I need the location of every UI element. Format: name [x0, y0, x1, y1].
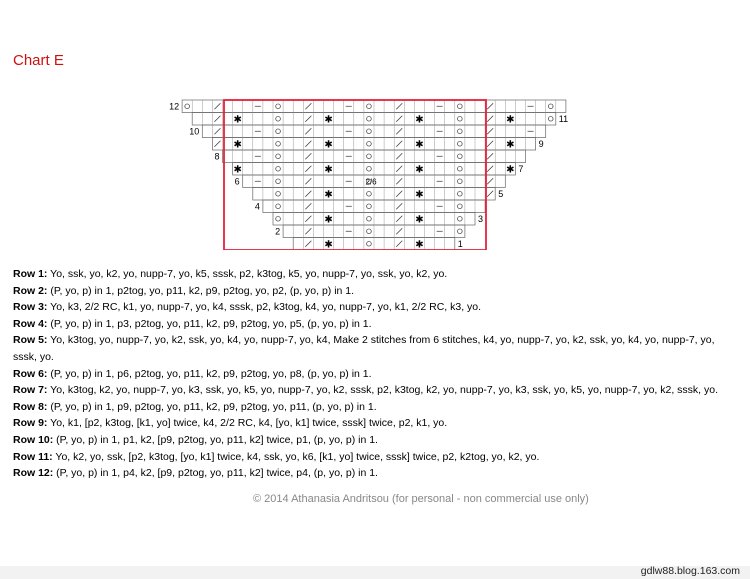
row-label: Row 4:	[13, 317, 48, 330]
yo-symbol	[367, 166, 372, 171]
decrease-symbol	[305, 103, 311, 109]
row-number-right: 7	[518, 164, 524, 174]
decrease-symbol	[396, 203, 402, 209]
row-instruction	[13, 332, 738, 365]
yo-symbol	[185, 104, 190, 109]
decrease-symbol	[487, 191, 493, 197]
decrease-symbol	[487, 166, 493, 172]
row-label: Row 5:	[13, 334, 48, 347]
decrease-symbol	[396, 241, 402, 247]
row-label: Row 6:	[13, 367, 48, 380]
row-instruction	[13, 299, 738, 316]
yo-symbol	[367, 191, 372, 196]
nupp-symbol: ✱	[415, 189, 424, 201]
decrease-symbol	[305, 116, 311, 122]
row-label: Row 10:	[13, 433, 54, 446]
yo-symbol	[367, 204, 372, 209]
yo-symbol	[367, 154, 372, 159]
decrease-symbol	[396, 166, 402, 172]
yo-symbol	[367, 229, 372, 234]
decrease-symbol	[305, 241, 311, 247]
yo-symbol	[276, 166, 281, 171]
yo-symbol	[458, 104, 463, 109]
decrease-symbol	[305, 178, 311, 184]
middle-cable-label: 2/6	[365, 177, 377, 187]
nupp-symbol: ✱	[415, 164, 424, 176]
decrease-symbol	[214, 116, 220, 122]
yo-symbol	[458, 204, 463, 209]
decrease-symbol	[214, 141, 220, 147]
decrease-symbol	[396, 141, 402, 147]
nupp-symbol: ✱	[415, 239, 424, 250]
row-number-left: 10	[189, 126, 200, 137]
nupp-symbol: ✱	[233, 114, 242, 126]
row-instruction	[13, 415, 738, 432]
nupp-symbol: ✱	[324, 214, 333, 226]
decrease-symbol	[396, 153, 402, 159]
row-label: Row 9:	[13, 417, 48, 430]
row-instructions	[13, 266, 738, 482]
yo-symbol	[276, 154, 281, 159]
row-number-right: 1	[457, 239, 463, 249]
row-text: (P, yo, p) in 1, p2tog, yo, p11, k2, p9, p2tog, yo, p2, (p, yo, p) in 1.	[47, 284, 355, 297]
row-label: Row 12:	[13, 467, 54, 480]
yo-symbol	[276, 204, 281, 209]
nupp-symbol: ✱	[324, 139, 333, 151]
row-label: Row 11:	[13, 450, 53, 463]
chart-grid	[0, 90, 750, 250]
yo-symbol	[458, 229, 463, 234]
decrease-symbol	[305, 216, 311, 222]
row-number-left: 8	[214, 151, 220, 162]
yo-symbol	[458, 179, 463, 184]
row-text: Yo, k3tog, yo, nupp-7, yo, k2, ssk, yo, k4, yo, nupp-7, yo, k4, Make 2 stitches from 6 stitches, k4, yo, nupp-7, yo, k2, ssk, yo, k4, yo, nupp-7, yo, sssk, yo.	[13, 334, 715, 363]
row-label: Row 7:	[13, 384, 48, 397]
nupp-symbol: ✱	[506, 114, 515, 126]
decrease-symbol	[305, 191, 311, 197]
yo-symbol	[276, 104, 281, 109]
row-text: (P, yo, p) in 1, p6, p2tog, yo, p11, k2, p9, p2tog, yo, p8, (p, yo, p) in 1.	[47, 367, 372, 380]
row-instruction	[13, 266, 738, 283]
yo-symbol	[367, 141, 372, 146]
yo-symbol	[458, 116, 463, 121]
row-number-left: 4	[254, 201, 260, 212]
decrease-symbol	[396, 103, 402, 109]
yo-symbol	[458, 216, 463, 221]
row-instruction	[13, 283, 738, 300]
yo-symbol	[458, 141, 463, 146]
yo-symbol	[458, 166, 463, 171]
row-instruction	[13, 382, 738, 399]
knitting-chart	[0, 90, 750, 250]
yo-symbol	[367, 129, 372, 134]
yo-symbol	[458, 154, 463, 159]
row-text: (P, yo, p) in 1, p1, k2, [p9, p2tog, yo, p11, k2] twice, p1, (p, yo, p) in 1.	[53, 433, 378, 446]
yo-symbol	[276, 191, 281, 196]
row-label: Row 8:	[13, 400, 48, 413]
row-number-left: 12	[169, 101, 180, 112]
yo-symbol	[548, 116, 553, 121]
nupp-symbol: ✱	[233, 164, 242, 176]
row-label: Row 3:	[13, 301, 48, 314]
nupp-symbol: ✱	[415, 139, 424, 151]
nupp-symbol: ✱	[324, 189, 333, 201]
yo-symbol	[458, 129, 463, 134]
decrease-symbol	[396, 178, 402, 184]
watermark-text: gdlw88.blog.163.com	[640, 565, 740, 577]
nupp-symbol: ✱	[415, 214, 424, 226]
row-instruction	[13, 465, 738, 482]
decrease-symbol	[214, 128, 220, 134]
row-text: Yo, ssk, yo, k2, yo, nupp-7, yo, k5, sssk, p2, k3tog, k5, yo, nupp-7, yo, ssk, yo, k2, yo.	[47, 268, 448, 280]
row-number-right: 11	[558, 114, 569, 124]
row-instruction	[13, 432, 738, 449]
row-instruction	[13, 399, 738, 416]
nupp-symbol: ✱	[233, 139, 242, 151]
yo-symbol	[548, 104, 553, 109]
decrease-symbol	[396, 191, 402, 197]
yo-symbol	[458, 191, 463, 196]
row-number-left: 6	[234, 176, 240, 187]
decrease-symbol	[305, 141, 311, 147]
yo-symbol	[367, 104, 372, 109]
row-instruction	[13, 366, 738, 383]
row-instruction	[13, 316, 738, 333]
decrease-symbol	[305, 153, 311, 159]
decrease-symbol	[487, 178, 493, 184]
yo-symbol	[367, 116, 372, 121]
decrease-symbol	[487, 141, 493, 147]
row-label: Row 1:	[13, 268, 48, 280]
nupp-symbol: ✱	[324, 164, 333, 176]
yo-symbol	[276, 116, 281, 121]
row-label: Row 2:	[13, 284, 48, 297]
nupp-symbol: ✱	[506, 139, 515, 151]
row-text: Yo, k3tog, k2, yo, nupp-7, yo, k3, ssk, yo, k5, yo, nupp-7, yo, k2, sssk, p2, k3tog, k2, yo, nupp-7, yo, k3, ssk, yo, k5, yo, nupp-7, yo, k2, sssk, yo.	[47, 384, 719, 397]
yo-symbol	[367, 216, 372, 221]
row-number-right: 3	[478, 214, 484, 224]
yo-symbol	[276, 141, 281, 146]
row-instruction	[13, 449, 738, 466]
decrease-symbol	[305, 128, 311, 134]
decrease-symbol	[305, 166, 311, 172]
nupp-symbol: ✱	[506, 164, 515, 176]
yo-symbol	[276, 179, 281, 184]
nupp-symbol: ✱	[415, 114, 424, 126]
decrease-symbol	[396, 128, 402, 134]
row-text: Yo, k3, 2/2 RC, k1, yo, nupp-7, yo, k4, sssk, p2, k3tog, k4, yo, nupp-7, yo, k1, 2/2 RC, k3, yo.	[47, 301, 482, 314]
row-text: (P, yo, p) in 1, p4, k2, [p9, p2tog, yo, p11, k2] twice, p4, (p, yo, p) in 1.	[53, 467, 378, 480]
decrease-symbol	[396, 216, 402, 222]
yo-symbol	[276, 129, 281, 134]
decrease-symbol	[305, 228, 311, 234]
nupp-symbol: ✱	[324, 239, 333, 250]
decrease-symbol	[487, 128, 493, 134]
row-text: (P, yo, p) in 1, p3, p2tog, yo, p11, k2, p9, p2tog, yo, p5, (p, yo, p) in 1.	[47, 317, 372, 330]
decrease-symbol	[305, 203, 311, 209]
decrease-symbol	[396, 228, 402, 234]
yo-symbol	[367, 241, 372, 246]
row-text: Yo, k1, [p2, k3tog, [k1, yo] twice, k4, 2/2 RC, k4, [yo, k1] twice, sssk] twice, p2, k1, yo.	[47, 417, 448, 430]
yo-symbol	[276, 216, 281, 221]
chart-title: Chart E	[13, 52, 64, 69]
decrease-symbol	[487, 116, 493, 122]
row-number-right: 5	[498, 189, 504, 199]
decrease-symbol	[487, 103, 493, 109]
nupp-symbol: ✱	[324, 114, 333, 126]
footer-bar	[0, 566, 750, 579]
row-text: (P, yo, p) in 1, p9, p2tog, yo, p11, k2, p9, p2tog, yo, p11, (p, yo, p) in 1.	[47, 400, 377, 413]
decrease-symbol	[396, 116, 402, 122]
decrease-symbol	[487, 153, 493, 159]
row-number-left: 2	[275, 226, 281, 237]
row-text: Yo, k2, yo, ssk, [p2, k3tog, [yo, k1] twice, k4, ssk, yo, k6, [k1, yo] twice, sssk] twice, p2, k2tog, yo, k2, yo.	[52, 450, 540, 463]
decrease-symbol	[214, 103, 220, 109]
copyright-notice: © 2014 Athanasia Andritsou (for personal - non commercial use only)	[253, 493, 589, 505]
row-number-right: 9	[538, 139, 544, 149]
